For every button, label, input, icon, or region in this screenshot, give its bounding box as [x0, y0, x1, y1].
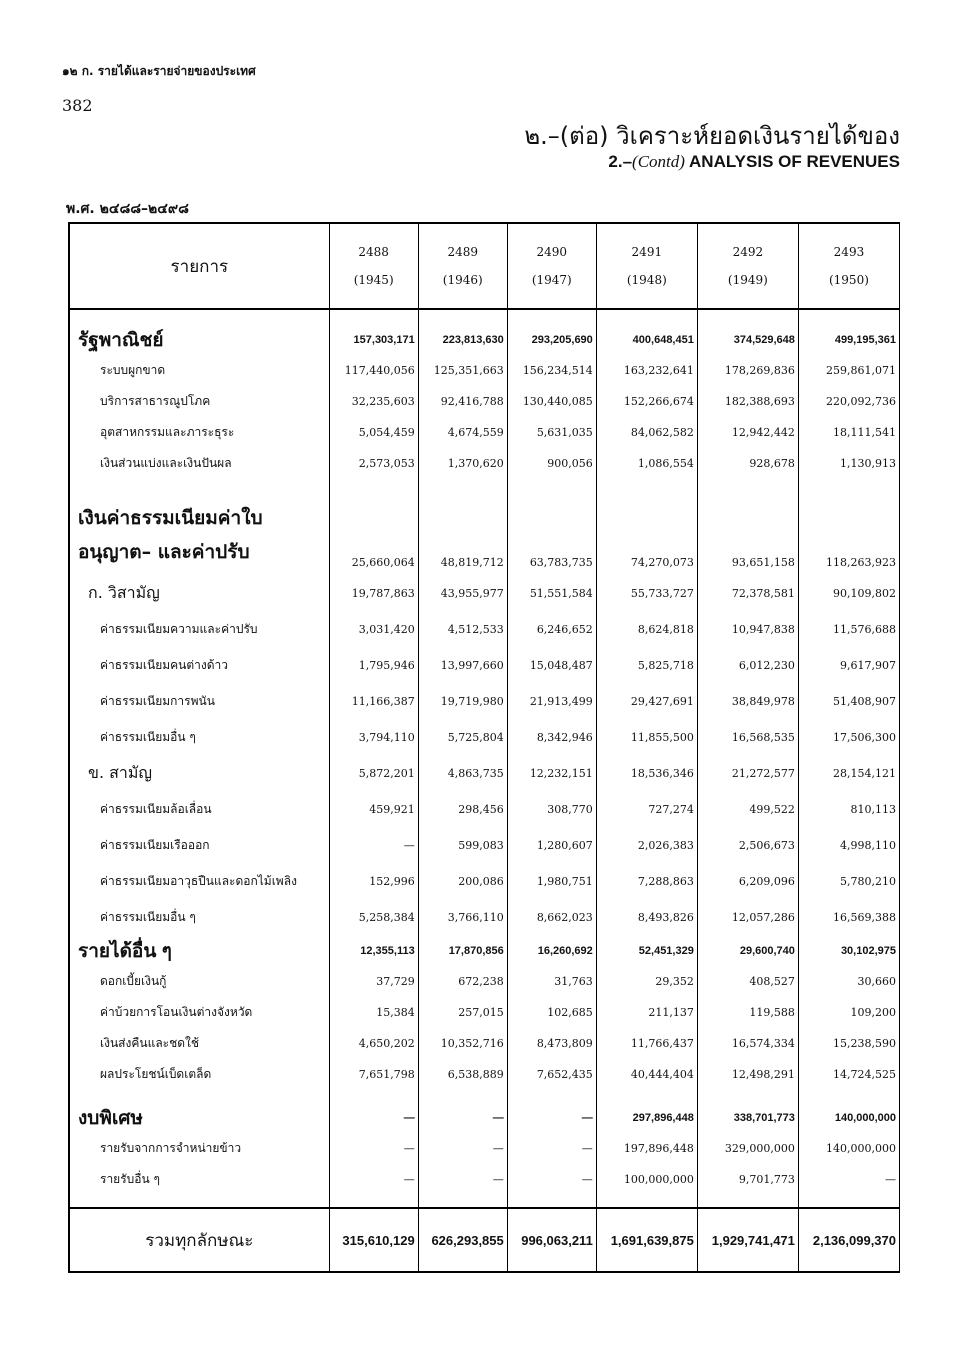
value-cell: 400,648,451 — [596, 309, 697, 355]
page-title-english — [608, 152, 900, 172]
value-cell: 16,260,692 — [507, 935, 596, 966]
year-be: 2493 — [833, 245, 865, 259]
value-cell: 315,610,129 — [329, 1208, 418, 1272]
value-cell: 157,303,171 — [329, 309, 418, 355]
value-cell: 727,274 — [596, 791, 697, 827]
value-cell: 12,355,113 — [329, 935, 418, 966]
value-cell: 93,651,158 — [697, 491, 798, 575]
total-row — [69, 1208, 900, 1272]
row-label: ค่าธรรมเนียมอื่น ๆ — [69, 899, 329, 935]
period-label: พ.ศ. ๒๔๘๘–๒๔๙๘ — [66, 201, 189, 217]
value-cell: 626,293,855 — [418, 1208, 507, 1272]
row-label: งบพิเศษ — [69, 1102, 329, 1133]
value-cell: 211,137 — [596, 997, 697, 1028]
year-header — [697, 223, 798, 309]
value-cell: 163,232,641 — [596, 355, 697, 386]
value-cell: 297,896,448 — [596, 1102, 697, 1133]
value-cell: 599,083 — [418, 827, 507, 863]
row-label: รายรับอื่น ๆ — [69, 1164, 329, 1208]
value-cell: 109,200 — [798, 997, 899, 1028]
value-cell: — — [507, 1102, 596, 1133]
value-cell: 4,512,533 — [418, 611, 507, 647]
value-cell: 7,652,435 — [507, 1059, 596, 1102]
value-cell: 1,795,946 — [329, 647, 418, 683]
value-cell: 40,444,404 — [596, 1059, 697, 1102]
value-cell: 31,763 — [507, 966, 596, 997]
row-label: เงินส่วนแบ่งและเงินปันผล — [69, 448, 329, 491]
value-cell: 8,473,809 — [507, 1028, 596, 1059]
value-cell: — — [507, 1133, 596, 1164]
value-cell: 100,000,000 — [596, 1164, 697, 1208]
table-row — [69, 719, 900, 755]
row-label: รายได้อื่น ๆ — [69, 935, 329, 966]
value-cell: 72,378,581 — [697, 575, 798, 611]
value-cell: 5,780,210 — [798, 863, 899, 899]
table-row — [69, 417, 900, 448]
value-cell: 11,766,437 — [596, 1028, 697, 1059]
year-be: 2491 — [631, 245, 663, 259]
value-cell: 74,270,073 — [596, 491, 697, 575]
table-row — [69, 1028, 900, 1059]
row-label: อุตสาหกรรมและภาระธุระ — [69, 417, 329, 448]
row-label: ค่าธรรมเนียมอาวุธปืนและดอกไม้เพลิง — [69, 863, 329, 899]
row-label: ค่าธรรมเนียมความและค่าปรับ — [69, 611, 329, 647]
value-cell: 29,352 — [596, 966, 697, 997]
value-cell: 18,536,346 — [596, 755, 697, 791]
value-cell: 30,660 — [798, 966, 899, 997]
value-cell: 5,872,201 — [329, 755, 418, 791]
table-header-row — [69, 223, 900, 309]
year-header — [507, 223, 596, 309]
table-row — [69, 1102, 900, 1133]
value-cell: 996,063,211 — [507, 1208, 596, 1272]
value-cell: 18,111,541 — [798, 417, 899, 448]
value-cell: 29,600,740 — [697, 935, 798, 966]
table-row — [69, 755, 900, 791]
table-row — [69, 966, 900, 997]
value-cell: 3,794,110 — [329, 719, 418, 755]
row-label: ค่าธรรมเนียมเรือออก — [69, 827, 329, 863]
value-cell: 459,921 — [329, 791, 418, 827]
table-row — [69, 863, 900, 899]
table-row — [69, 683, 900, 719]
table-row — [69, 997, 900, 1028]
table-row — [69, 1164, 900, 1208]
value-cell: 152,266,674 — [596, 386, 697, 417]
row-label: เงินส่งคืนและชดใช้ — [69, 1028, 329, 1059]
year-ce: (1950) — [828, 273, 869, 287]
value-cell: 25,660,064 — [329, 491, 418, 575]
table-row — [69, 491, 900, 575]
row-label: ค่าธรรมเนียมล้อเลื่อน — [69, 791, 329, 827]
value-cell: 1,980,751 — [507, 863, 596, 899]
value-cell: 119,588 — [697, 997, 798, 1028]
value-cell: 21,272,577 — [697, 755, 798, 791]
value-cell: 12,057,286 — [697, 899, 798, 935]
item-column-header: รายการ — [69, 223, 329, 309]
value-cell: 6,012,230 — [697, 647, 798, 683]
row-label: ค่าธรรมเนียมคนต่างด้าว — [69, 647, 329, 683]
value-cell: 8,493,826 — [596, 899, 697, 935]
value-cell: 5,054,459 — [329, 417, 418, 448]
title-en-number: 2.– — [608, 152, 633, 171]
value-cell: 15,238,590 — [798, 1028, 899, 1059]
year-header — [418, 223, 507, 309]
row-label: ระบบผูกขาด — [69, 355, 329, 386]
row-label: ค่าธรรมเนียมการพนัน — [69, 683, 329, 719]
value-cell: 7,288,863 — [596, 863, 697, 899]
value-cell: 118,263,923 — [798, 491, 899, 575]
value-cell: 4,650,202 — [329, 1028, 418, 1059]
value-cell: 16,574,334 — [697, 1028, 798, 1059]
value-cell: 2,026,383 — [596, 827, 697, 863]
year-header — [798, 223, 899, 309]
value-cell: 51,408,907 — [798, 683, 899, 719]
value-cell: — — [418, 1133, 507, 1164]
value-cell: 125,351,663 — [418, 355, 507, 386]
table-row — [69, 1059, 900, 1102]
value-cell: 1,280,607 — [507, 827, 596, 863]
year-be: 2490 — [536, 245, 568, 259]
row-label: ก. วิสามัญ — [69, 575, 329, 611]
value-cell: — — [329, 1133, 418, 1164]
value-cell: 156,234,514 — [507, 355, 596, 386]
value-cell: 10,352,716 — [418, 1028, 507, 1059]
value-cell: 259,861,071 — [798, 355, 899, 386]
table-row — [69, 448, 900, 491]
value-cell: 19,787,863 — [329, 575, 418, 611]
value-cell: 17,870,856 — [418, 935, 507, 966]
year-header — [596, 223, 697, 309]
value-cell: 15,384 — [329, 997, 418, 1028]
value-cell: 90,109,802 — [798, 575, 899, 611]
value-cell: 4,863,735 — [418, 755, 507, 791]
value-cell: 298,456 — [418, 791, 507, 827]
value-cell: 5,258,384 — [329, 899, 418, 935]
section-label: ๑๒ ก. รายได้และรายจ่ายของประเทศ — [62, 64, 256, 78]
value-cell: 9,617,907 — [798, 647, 899, 683]
value-cell: — — [329, 1164, 418, 1208]
value-cell: 8,624,818 — [596, 611, 697, 647]
value-cell: 130,440,085 — [507, 386, 596, 417]
value-cell: 8,662,023 — [507, 899, 596, 935]
value-cell: 32,235,603 — [329, 386, 418, 417]
value-cell: 499,522 — [697, 791, 798, 827]
year-be: 2488 — [358, 245, 389, 259]
value-cell: 3,766,110 — [418, 899, 507, 935]
value-cell: 8,342,946 — [507, 719, 596, 755]
title-en-main: ANALYSIS OF REVENUES — [689, 152, 900, 171]
value-cell: 5,725,804 — [418, 719, 507, 755]
value-cell: 55,733,727 — [596, 575, 697, 611]
value-cell: — — [418, 1164, 507, 1208]
value-cell: 672,238 — [418, 966, 507, 997]
year-ce: (1949) — [727, 273, 768, 287]
row-label: ผลประโยชน์เบ็ดเตล็ด — [69, 1059, 329, 1102]
value-cell: 30,102,975 — [798, 935, 899, 966]
value-cell: 12,942,442 — [697, 417, 798, 448]
value-cell: 140,000,000 — [798, 1133, 899, 1164]
value-cell: 4,674,559 — [418, 417, 507, 448]
row-label: ข. สามัญ — [69, 755, 329, 791]
value-cell: 7,651,798 — [329, 1059, 418, 1102]
value-cell: 2,573,053 — [329, 448, 418, 491]
value-cell: 28,154,121 — [798, 755, 899, 791]
value-cell: 374,529,648 — [697, 309, 798, 355]
row-label: รัฐพาณิชย์ — [69, 309, 329, 355]
table-row — [69, 309, 900, 355]
value-cell: 84,062,582 — [596, 417, 697, 448]
value-cell: 6,246,652 — [507, 611, 596, 647]
value-cell: 257,015 — [418, 997, 507, 1028]
page-number: 382 — [62, 96, 93, 115]
year-ce: (1946) — [442, 273, 483, 287]
value-cell: 15,048,487 — [507, 647, 596, 683]
table-row — [69, 1133, 900, 1164]
value-cell: 92,416,788 — [418, 386, 507, 417]
value-cell: 11,855,500 — [596, 719, 697, 755]
value-cell: 499,195,361 — [798, 309, 899, 355]
table-row — [69, 647, 900, 683]
value-cell: — — [329, 1102, 418, 1133]
year-ce: (1948) — [626, 273, 667, 287]
value-cell: — — [418, 1102, 507, 1133]
value-cell: — — [798, 1164, 899, 1208]
value-cell: 43,955,977 — [418, 575, 507, 611]
value-cell: 140,000,000 — [798, 1102, 899, 1133]
value-cell: 4,998,110 — [798, 827, 899, 863]
value-cell: 29,427,691 — [596, 683, 697, 719]
value-cell: 1,691,639,875 — [596, 1208, 697, 1272]
value-cell: 6,209,096 — [697, 863, 798, 899]
value-cell: 48,819,712 — [418, 491, 507, 575]
value-cell: 900,056 — [507, 448, 596, 491]
value-cell: — — [507, 1164, 596, 1208]
row-label: เงินค่าธรรมเนียมค่าใบอนุญาต– และค่าปรับ — [69, 491, 329, 575]
value-cell: 1,086,554 — [596, 448, 697, 491]
value-cell: 928,678 — [697, 448, 798, 491]
table-row — [69, 791, 900, 827]
value-cell: 16,568,535 — [697, 719, 798, 755]
value-cell: 38,849,978 — [697, 683, 798, 719]
value-cell: 3,031,420 — [329, 611, 418, 647]
value-cell: 308,770 — [507, 791, 596, 827]
value-cell: 197,896,448 — [596, 1133, 697, 1164]
value-cell: 220,092,736 — [798, 386, 899, 417]
table-row — [69, 386, 900, 417]
value-cell: 338,701,773 — [697, 1102, 798, 1133]
value-cell: 178,269,836 — [697, 355, 798, 386]
revenue-table — [68, 222, 900, 1273]
year-header — [329, 223, 418, 309]
value-cell: 5,631,035 — [507, 417, 596, 448]
value-cell: 408,527 — [697, 966, 798, 997]
table-row — [69, 575, 900, 611]
value-cell: 5,825,718 — [596, 647, 697, 683]
year-ce: (1945) — [353, 273, 394, 287]
value-cell: 21,913,499 — [507, 683, 596, 719]
value-cell: 19,719,980 — [418, 683, 507, 719]
row-label: รวมทุกลักษณะ — [69, 1208, 329, 1272]
value-cell: 11,576,688 — [798, 611, 899, 647]
value-cell: 12,232,151 — [507, 755, 596, 791]
row-label: ค่าบ้วยการโอนเงินต่างจังหวัด — [69, 997, 329, 1028]
table-row — [69, 611, 900, 647]
value-cell: 2,136,099,370 — [798, 1208, 899, 1272]
value-cell: 37,729 — [329, 966, 418, 997]
value-cell: 63,783,735 — [507, 491, 596, 575]
value-cell: — — [329, 827, 418, 863]
year-ce: (1947) — [531, 273, 572, 287]
value-cell: 200,086 — [418, 863, 507, 899]
row-label: รายรับจากการจำหน่ายข้าว — [69, 1133, 329, 1164]
value-cell: 6,538,889 — [418, 1059, 507, 1102]
value-cell: 16,569,388 — [798, 899, 899, 935]
value-cell: 12,498,291 — [697, 1059, 798, 1102]
value-cell: 52,451,329 — [596, 935, 697, 966]
value-cell: 182,388,693 — [697, 386, 798, 417]
row-label: บริการสาธารณูปโภค — [69, 386, 329, 417]
value-cell: 9,701,773 — [697, 1164, 798, 1208]
year-be: 2489 — [447, 245, 478, 259]
value-cell: 17,506,300 — [798, 719, 899, 755]
value-cell: 11,166,387 — [329, 683, 418, 719]
table-row — [69, 355, 900, 386]
value-cell: 152,996 — [329, 863, 418, 899]
value-cell: 10,947,838 — [697, 611, 798, 647]
value-cell: 14,724,525 — [798, 1059, 899, 1102]
table-row — [69, 899, 900, 935]
value-cell: 13,997,660 — [418, 647, 507, 683]
value-cell: 51,551,584 — [507, 575, 596, 611]
title-en-contd: (Contd) — [632, 152, 685, 171]
value-cell: 1,130,913 — [798, 448, 899, 491]
year-be: 2492 — [732, 245, 764, 259]
value-cell: 1,370,620 — [418, 448, 507, 491]
row-label: ค่าธรรมเนียมอื่น ๆ — [69, 719, 329, 755]
value-cell: 117,440,056 — [329, 355, 418, 386]
value-cell: 1,929,741,471 — [697, 1208, 798, 1272]
value-cell: 102,685 — [507, 997, 596, 1028]
value-cell: 810,113 — [798, 791, 899, 827]
page-title-thai: ๒.–(ต่อ) วิเคราะห์ยอดเงินรายได้ของ — [524, 122, 900, 150]
row-label: ดอกเบี้ยเงินกู้ — [69, 966, 329, 997]
value-cell: 223,813,630 — [418, 309, 507, 355]
table-row — [69, 827, 900, 863]
table-row — [69, 935, 900, 966]
value-cell: 329,000,000 — [697, 1133, 798, 1164]
value-cell: 2,506,673 — [697, 827, 798, 863]
value-cell: 293,205,690 — [507, 309, 596, 355]
